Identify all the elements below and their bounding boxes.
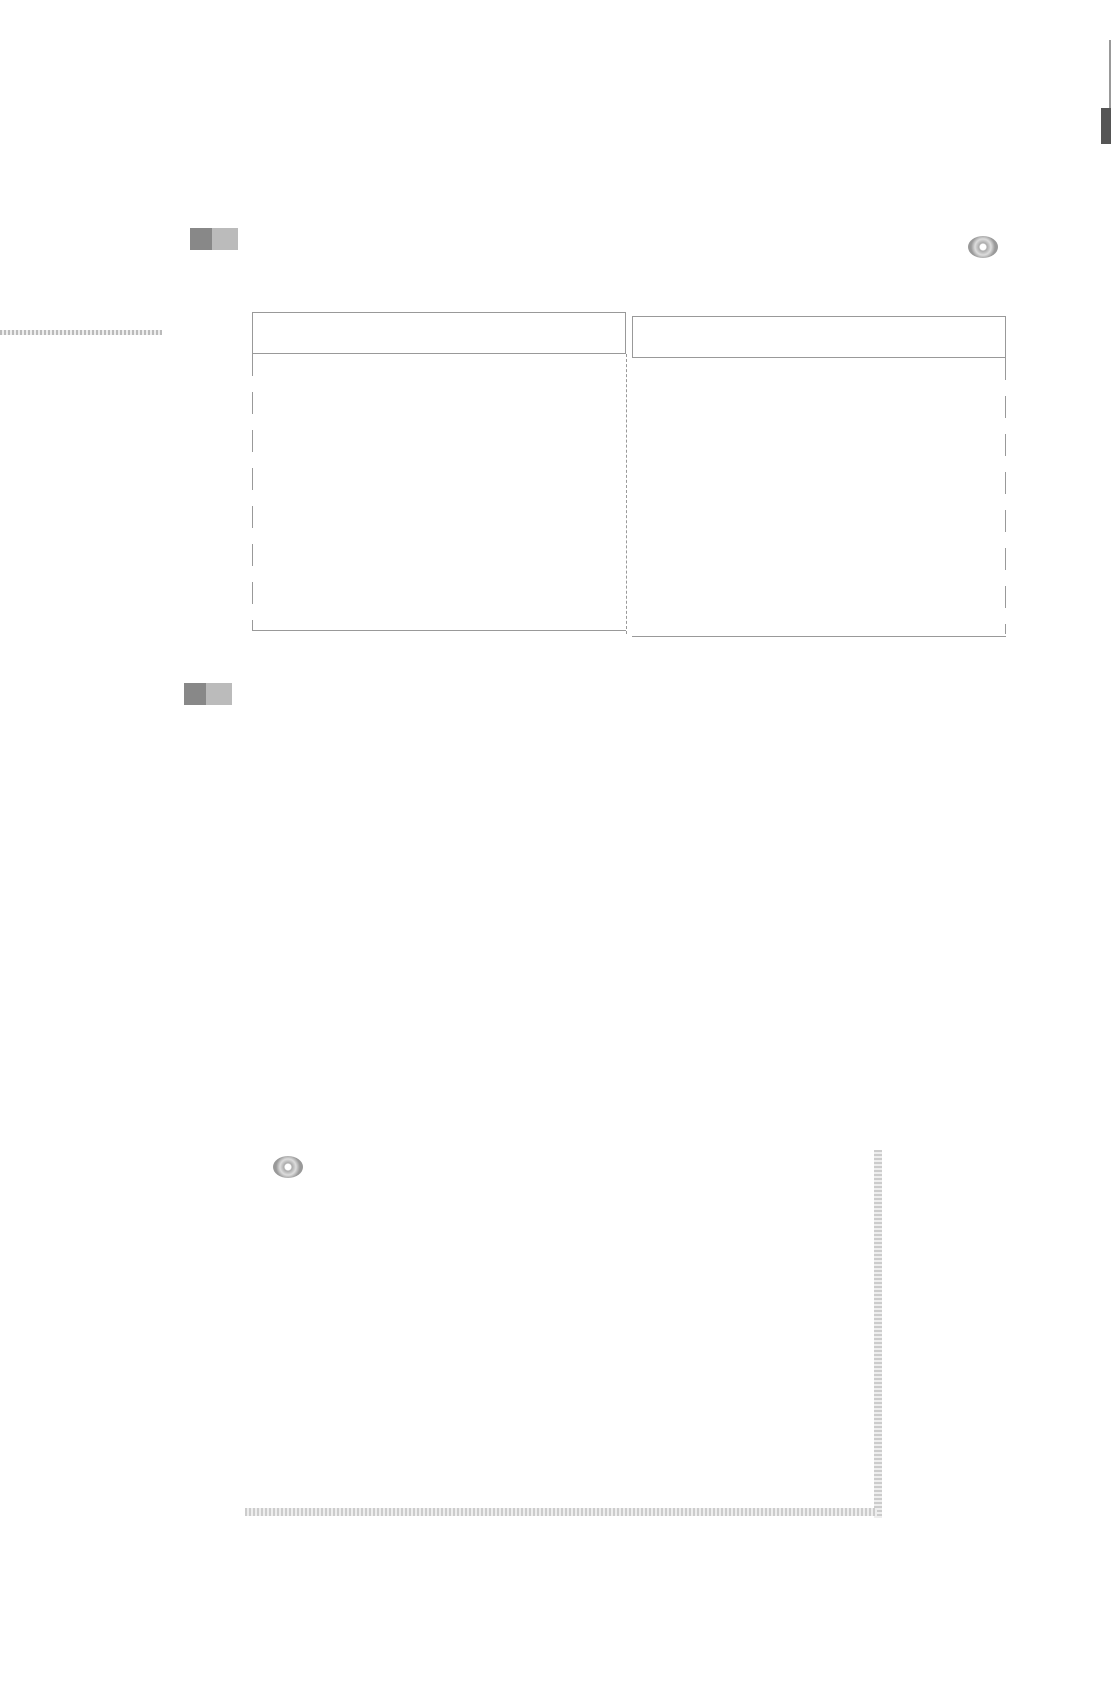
audio-track-1[interactable] — [968, 236, 1002, 258]
finals-header-box — [632, 316, 1006, 358]
initials-header-box — [252, 312, 626, 354]
cd-icon — [273, 1156, 303, 1178]
part1-number — [190, 228, 238, 250]
reading-title — [263, 1156, 307, 1178]
part1-heading — [190, 228, 248, 250]
table-divider — [626, 354, 628, 634]
reading-box-shadow-bottom — [245, 1508, 877, 1516]
edge-block — [1101, 108, 1111, 144]
section-rule — [0, 330, 162, 335]
reading-box-shadow-right — [874, 1150, 882, 1518]
finals-right-border — [1005, 358, 1006, 634]
finals-bottom-border — [632, 636, 1006, 637]
part2-number — [184, 683, 232, 705]
initials-left-border — [252, 354, 253, 630]
part2-heading — [184, 683, 252, 705]
cd-icon — [968, 236, 998, 258]
initials-bottom-border — [252, 630, 626, 631]
audio-track-2[interactable] — [273, 1156, 307, 1178]
